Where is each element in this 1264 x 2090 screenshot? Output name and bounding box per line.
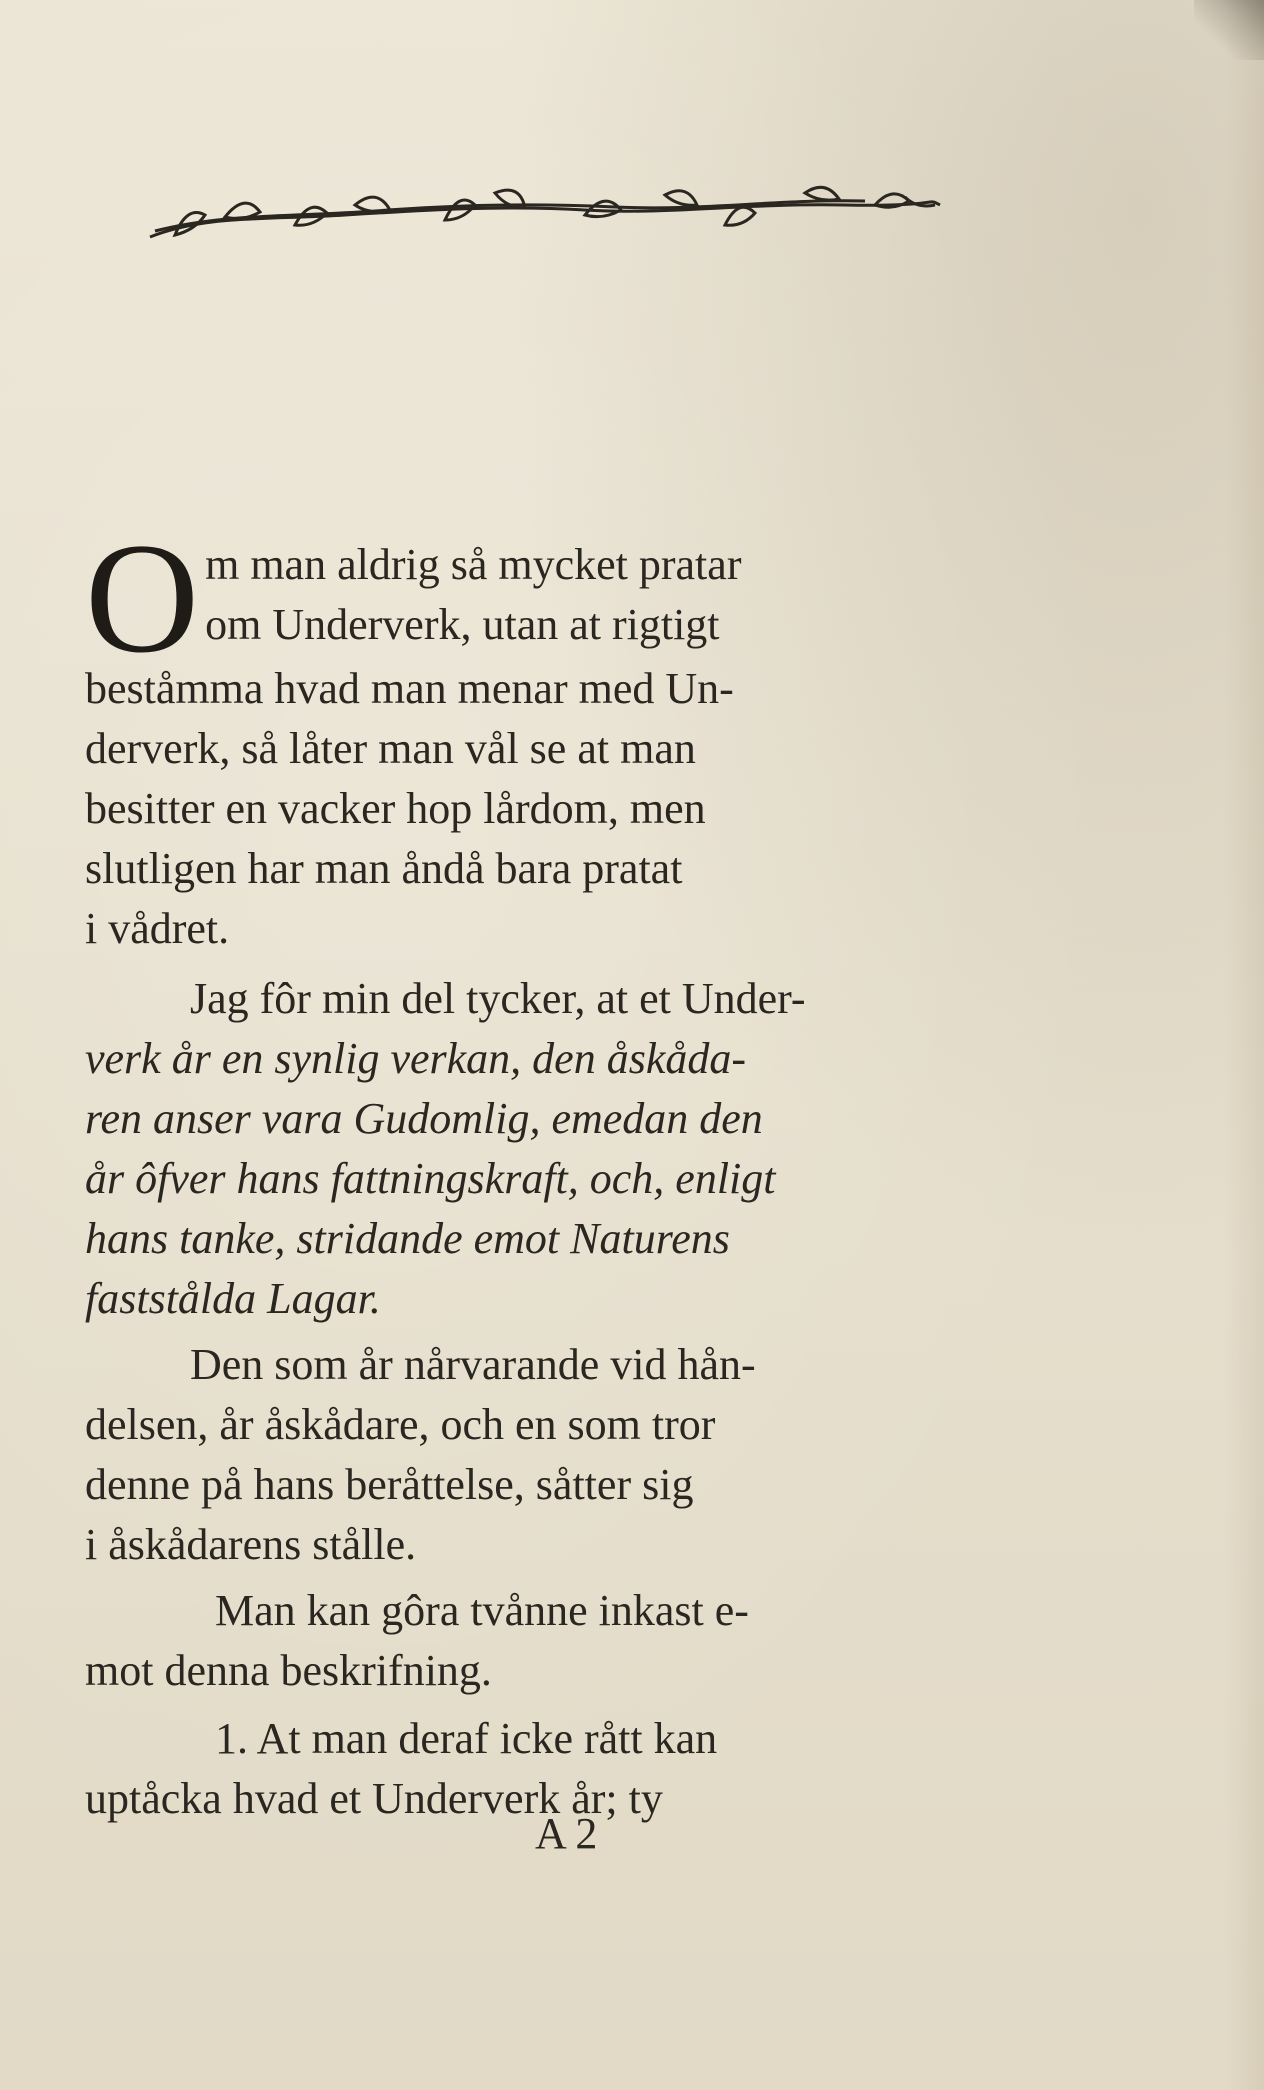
- text-line: delsen, år åskådare, och en som tror: [85, 1400, 716, 1449]
- text-line: m man aldrig så mycket pratar: [205, 540, 742, 589]
- page-edge-shadow: [1224, 0, 1264, 2090]
- text-line: derverk, så låter man vål se at man: [85, 724, 696, 773]
- text-line: Man kan gôra tvånne inkast e-: [215, 1586, 749, 1635]
- text-line: slutligen har man åndå bara pratat: [85, 844, 683, 893]
- text-line: Den som år nårvarande vid hån-: [190, 1340, 756, 1389]
- text-line: om Underverk, utan at rigtigt: [205, 600, 720, 649]
- text-line: mot denna beskrifning.: [85, 1646, 492, 1695]
- paragraph-3: [85, 1335, 1065, 1575]
- text-line: år ôfver hans fattningskraft, och, enligt: [85, 1154, 776, 1203]
- text-line: 1. At man deraf icke rått kan: [215, 1714, 718, 1763]
- text-line: faststålda Lagar.: [85, 1274, 381, 1323]
- text-line: verk år en synlig verkan, den åskåda-: [85, 1034, 747, 1083]
- paragraph-4: [85, 1581, 1065, 1701]
- text-line: i åskådarens stålle.: [85, 1520, 417, 1569]
- signature-mark: A 2: [535, 1809, 598, 1858]
- text-line: uptåcka hvad et Underverk år; ty: [85, 1774, 663, 1823]
- drop-cap: O: [85, 511, 200, 686]
- paragraph-1: [85, 511, 1065, 959]
- text-line: denne på hans beråttelse, såtter sig: [85, 1460, 694, 1509]
- text-line: hans tanke, stridande emot Naturens: [85, 1214, 730, 1263]
- text-line: ren anser vara Gudomlig, emedan den: [85, 1094, 763, 1143]
- page-text: [85, 511, 1065, 1829]
- text-line: besitter en vacker hop lårdom, men: [85, 784, 706, 833]
- text-line: beståmma hvad man menar med Un-: [85, 664, 734, 713]
- decorative-vine-ornament: [145, 175, 945, 255]
- text-line: Jag fôr min del tycker, at et Under-: [190, 974, 806, 1023]
- paragraph-2: [85, 969, 1065, 1329]
- text-line: i vådret.: [85, 904, 230, 953]
